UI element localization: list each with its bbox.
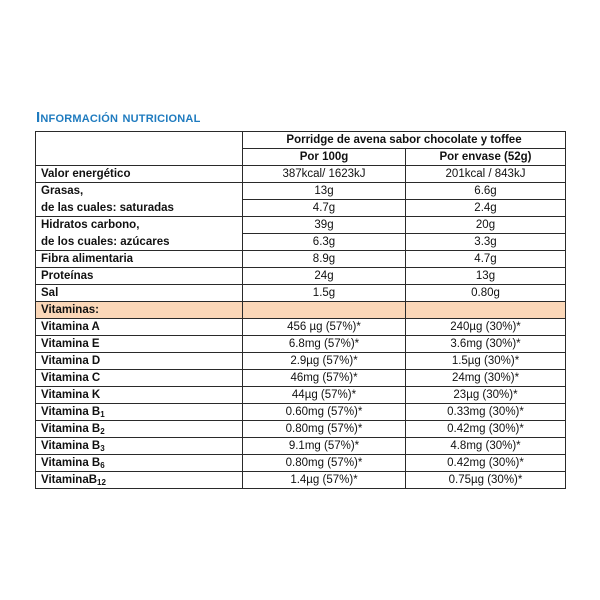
vitamin-name — [36, 455, 243, 472]
value-per-100g: 1.5g — [243, 285, 406, 302]
value-per-100g: 0.60mg (57%)* — [243, 404, 406, 421]
vitamin-name-text: Vitamina E — [41, 338, 100, 350]
value-per-pack: 4.8mg (30%)* — [406, 438, 566, 455]
value-per-100g: 0.80mg (57%)* — [243, 421, 406, 438]
value-per-100g: 4.7g — [243, 200, 406, 217]
row-vitamin — [36, 404, 566, 421]
vitamin-name-text: VitaminaB — [41, 474, 98, 486]
value-per-pack: 0.75µg (30%)* — [406, 472, 566, 489]
value-per-pack: 1.5µg (30%)* — [406, 353, 566, 370]
vitamin-name-text: Vitamina B — [41, 440, 101, 452]
page-title — [36, 109, 200, 126]
vitamin-name-text: Vitamina B — [41, 406, 101, 418]
row-label: Sal — [36, 285, 243, 302]
value-per-100g: 13g — [243, 183, 406, 200]
value-per-100g: 9.1mg (57%)* — [243, 438, 406, 455]
row-hidratos — [36, 217, 566, 234]
row-label: de los cuales: azúcares — [36, 234, 243, 251]
vitamin-name-text: Vitamina B — [41, 423, 101, 435]
title-initial: I — [36, 109, 41, 126]
vitamin-name-text: Vitamina D — [41, 355, 101, 367]
value-per-pack: 3.3g — [406, 234, 566, 251]
value-per-pack: 240µg (30%)* — [406, 319, 566, 336]
vitamin-name-text: Vitamina A — [41, 321, 100, 333]
row-label: Valor energético — [36, 166, 243, 183]
row-label: Hidratos carbono, — [36, 217, 243, 234]
row-label: de las cuales: saturadas — [36, 200, 243, 217]
value-per-pack: 0.80g — [406, 285, 566, 302]
row-azucares — [36, 234, 566, 251]
row-vitaminas-header — [36, 302, 566, 319]
value-per-100g: 39g — [243, 217, 406, 234]
vitamin-subscript: 1 — [100, 410, 105, 419]
row-vitamin — [36, 438, 566, 455]
value-per-100g: 6.8mg (57%)* — [243, 336, 406, 353]
vitamin-name — [36, 319, 243, 336]
row-vitamin — [36, 421, 566, 438]
value-per-pack: 2.4g — [406, 200, 566, 217]
vitamin-subscript: 2 — [100, 427, 105, 436]
vitamin-name-text: Vitamina B — [41, 457, 101, 469]
value-per-pack: 0.42mg (30%)* — [406, 421, 566, 438]
value-per-pack: 13g — [406, 268, 566, 285]
value-per-pack: 6.6g — [406, 183, 566, 200]
value-per-100g: 44µg (57%)* — [243, 387, 406, 404]
value-per-pack: 3.6mg (30%)* — [406, 336, 566, 353]
row-label: Grasas, — [36, 183, 243, 200]
vitamin-name — [36, 336, 243, 353]
value-per-100g: 0.80mg (57%)* — [243, 455, 406, 472]
value-per-100g: 1.4µg (57%)* — [243, 472, 406, 489]
value-per-100g: 46mg (57%)* — [243, 370, 406, 387]
row-vitamin — [36, 336, 566, 353]
row-fibra — [36, 251, 566, 268]
row-vitamin — [36, 455, 566, 472]
row-saturadas — [36, 200, 566, 217]
row-vitamin — [36, 319, 566, 336]
row-vitamin — [36, 370, 566, 387]
value-per-100g: 24g — [243, 268, 406, 285]
vitamin-name — [36, 404, 243, 421]
value-per-pack: 0.33mg (30%)* — [406, 404, 566, 421]
header-row-product — [36, 132, 566, 149]
vitamin-name-text: Vitamina C — [41, 372, 101, 384]
value-per-100g: 6.3g — [243, 234, 406, 251]
vitamin-name — [36, 370, 243, 387]
row-vitamin — [36, 472, 566, 489]
vitaminas-header-blank-2 — [406, 302, 566, 319]
value-per-pack: 23µg (30%)* — [406, 387, 566, 404]
vitamin-name — [36, 421, 243, 438]
value-per-pack: 4.7g — [406, 251, 566, 268]
header-blank-cell — [36, 132, 243, 166]
row-proteinas — [36, 268, 566, 285]
row-grasas — [36, 183, 566, 200]
row-vitamin — [36, 387, 566, 404]
column-per-pack: Por envase (52g) — [406, 149, 566, 166]
vitamin-subscript: 12 — [97, 478, 106, 487]
value-per-100g: 2.9µg (57%)* — [243, 353, 406, 370]
vitaminas-header-label: Vitaminas: — [36, 302, 243, 319]
column-per-100g: Por 100g — [243, 149, 406, 166]
value-per-100g: 8.9g — [243, 251, 406, 268]
nutrition-table — [35, 131, 566, 489]
value-per-pack: 24mg (30%)* — [406, 370, 566, 387]
vitamin-name — [36, 387, 243, 404]
value-per-pack: 20g — [406, 217, 566, 234]
row-label: Fibra alimentaria — [36, 251, 243, 268]
product-name: Porridge de avena sabor chocolate y toffee — [243, 132, 566, 149]
row-vitamin — [36, 353, 566, 370]
row-energia — [36, 166, 566, 183]
row-sal — [36, 285, 566, 302]
vitamin-rows — [36, 319, 566, 489]
vitamin-subscript: 6 — [100, 461, 105, 470]
row-label: Proteínas — [36, 268, 243, 285]
value-per-pack: 201kcal / 843kJ — [406, 166, 566, 183]
vitamin-name-text: Vitamina K — [41, 389, 101, 401]
vitamin-subscript: 3 — [100, 444, 105, 453]
value-per-100g: 456 µg (57%)* — [243, 319, 406, 336]
value-per-pack: 0.42mg (30%)* — [406, 455, 566, 472]
vitamin-name — [36, 438, 243, 455]
title-rest: nformación nutricional — [40, 109, 201, 126]
vitaminas-header-blank-1 — [243, 302, 406, 319]
vitamin-name — [36, 472, 243, 489]
value-per-100g: 387kcal/ 1623kJ — [243, 166, 406, 183]
vitamin-name — [36, 353, 243, 370]
